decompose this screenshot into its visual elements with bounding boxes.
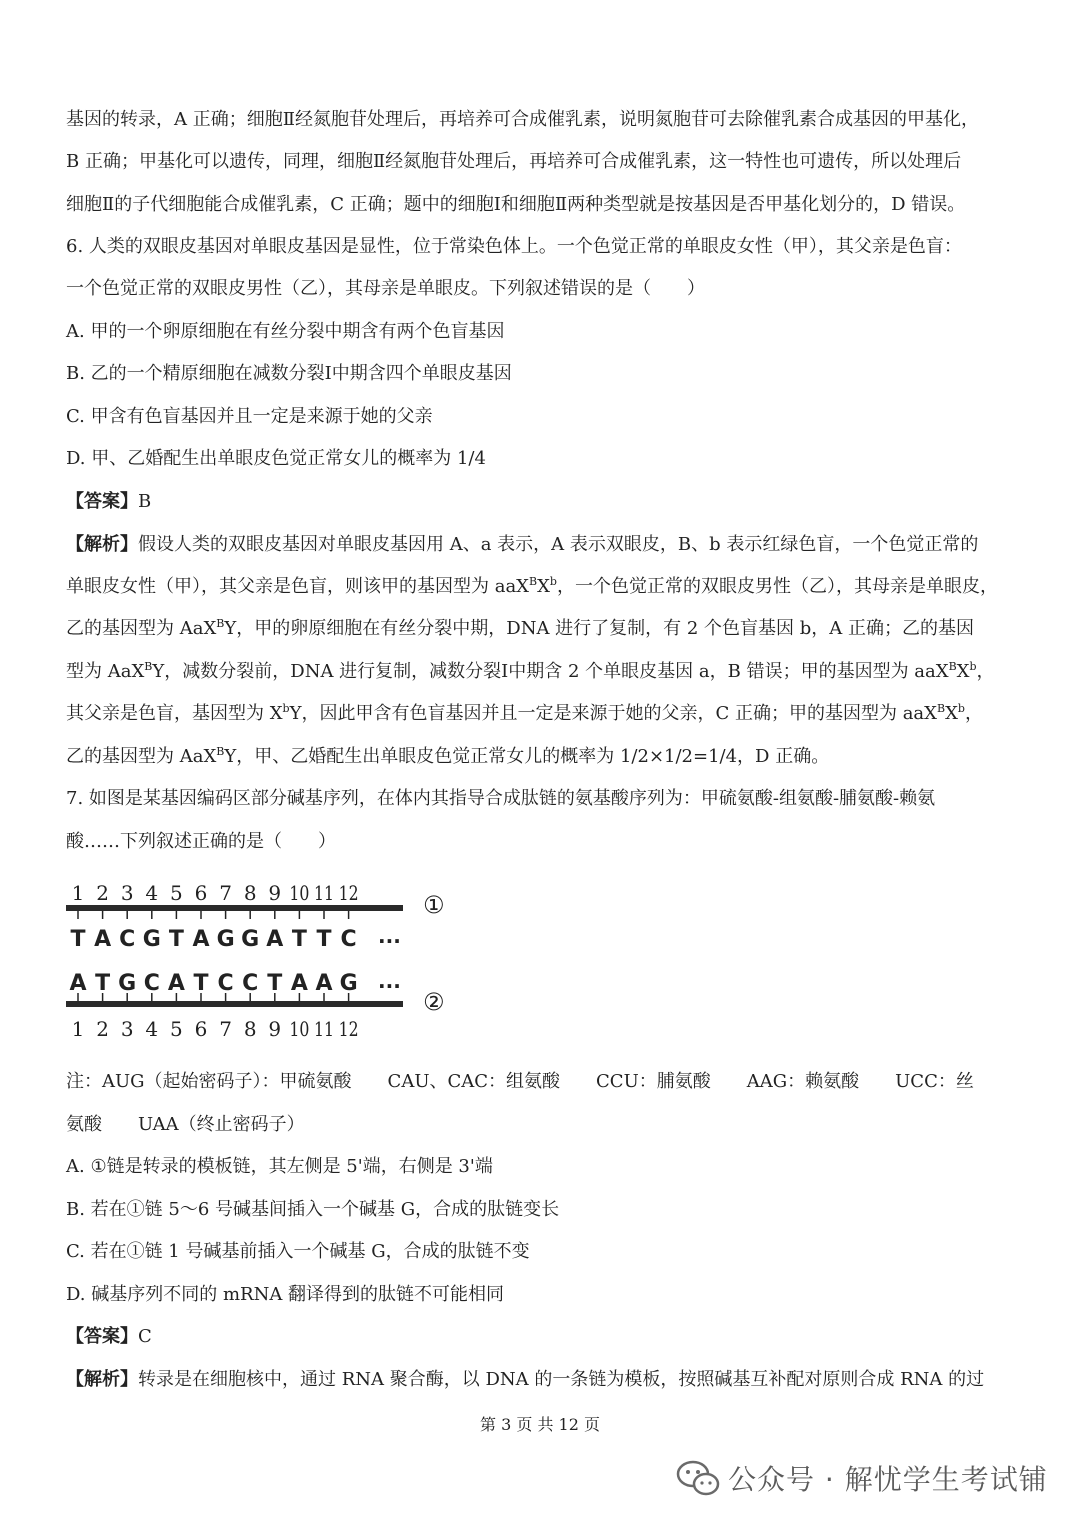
superscript: b xyxy=(282,702,290,715)
strand-1-ellipsis: ··· xyxy=(378,929,401,953)
analysis-text: 转录是在细胞核中，通过 RNA 聚合酶，以 DNA 的一条链为模板，按照碱基互补配对原则合成 RNA 的过 xyxy=(138,1369,985,1390)
q7-option-b: B. 若在①链 5～6 号碱基间插入一个碱基 G，合成的肽链变长 xyxy=(66,1199,560,1220)
analysis-text: Y，减数分裂前，DNA 进行复制，减数分裂Ⅰ中期含 2 个单眼皮基因 a，B 错误；甲的基因型为 aaX xyxy=(152,661,949,682)
q6-analysis-line xyxy=(66,702,983,726)
strand-1-label: ① xyxy=(423,891,445,919)
base-letter: A xyxy=(315,971,333,996)
position-number: 3 xyxy=(120,1017,134,1041)
position-number: 2 xyxy=(96,881,109,905)
superscript: B xyxy=(216,617,225,630)
strand1-bases xyxy=(70,927,356,952)
base-letter: A xyxy=(290,971,308,996)
superscript: B xyxy=(529,575,538,588)
q6-option-d: D. 甲、乙婚配生出单眼皮色觉正常女儿的概率为 1/4 xyxy=(66,448,486,469)
q6-analysis-line xyxy=(66,660,995,684)
position-number: 9 xyxy=(268,1017,282,1041)
base-letter: T xyxy=(316,927,332,952)
analysis-text: ， xyxy=(964,703,983,724)
analysis-label: 【解析】 xyxy=(66,1369,138,1390)
base-letter: C xyxy=(217,971,234,996)
position-number: 8 xyxy=(243,881,257,905)
superscript: B xyxy=(936,702,946,715)
q7-note: 注：AUG（起始密码子）：甲硫氨酸 CAU、CAC：组氨酸 CCU：脯氨酸 AAG：赖氨酸 UCC：丝 xyxy=(66,1071,974,1092)
position-number: 7 xyxy=(219,881,232,905)
analysis-text: Y，甲、乙婚配生出单眼皮色觉正常女儿的概率为 1/2×1/2=1/4，D 正确。 xyxy=(224,746,830,767)
q6-analysis-line xyxy=(66,575,998,599)
strand-2-bar xyxy=(66,1001,403,1007)
analysis-text: 乙的基因型为 AaX xyxy=(66,618,217,639)
base-letter: G xyxy=(216,927,235,952)
base-letter: T xyxy=(95,971,111,996)
analysis-text: ，一个色觉正常的双眼皮男性（乙），其母亲是单眼皮， xyxy=(556,576,998,597)
q6-answer xyxy=(66,490,151,514)
superscript: B xyxy=(216,745,225,758)
superscript: B xyxy=(948,660,957,673)
base-letter: C xyxy=(242,971,259,996)
base-letter: A xyxy=(167,971,185,996)
q7-answer xyxy=(66,1325,152,1349)
dna-sequence-figure xyxy=(60,878,460,1048)
q6-analysis-line xyxy=(66,745,829,769)
q7-analysis-line xyxy=(66,1368,984,1392)
answer-value: C xyxy=(138,1326,152,1347)
base-letter: C xyxy=(143,971,160,996)
analysis-label: 【解析】 xyxy=(66,534,138,555)
answer-value: B xyxy=(138,491,152,512)
analysis-text: Y，甲的卵原细胞在有丝分裂中期，DNA 进行了复制，有 2 个色盲基因 b，A 正确；乙的基因 xyxy=(224,618,975,639)
superscript: b xyxy=(549,575,557,588)
analysis-text: Y，因此甲含有色盲基因并且一定是来源于她的父亲，C 正确；甲的基因型为 aaX xyxy=(289,703,937,724)
question-6-stem: 6. 人类的双眼皮基因对单眼皮基因是显性，位于常染色体上。一个色觉正常的单眼皮女性（甲），其父亲是色盲： xyxy=(66,236,962,257)
base-letter: T xyxy=(291,927,307,952)
base-letter: T xyxy=(267,971,283,996)
q6-analysis-line xyxy=(66,617,974,641)
position-number: 7 xyxy=(219,1017,232,1041)
paragraph-line: 细胞Ⅱ的子代细胞能合成催乳素，C 正确；题中的细胞Ⅰ和细胞Ⅱ两种类型就是按基因是否甲基化划分的，D 错误。 xyxy=(66,194,966,215)
base-letter: G xyxy=(241,927,260,952)
question-7-stem: 7. 如图是某基因编码区部分碱基序列，在体内其指导合成肽链的氨基酸序列为：甲硫氨酸-组氨酸-脯氨酸-赖氨 xyxy=(66,788,936,809)
q7-option-c: C. 若在①链 1 号碱基前插入一个碱基 G，合成的肽链不变 xyxy=(66,1241,530,1262)
analysis-text: X xyxy=(945,703,958,724)
q7-option-a: A. ①链是转录的模板链，其左侧是 5'端，右侧是 3'端 xyxy=(66,1156,493,1177)
position-number: 10 xyxy=(289,881,310,905)
position-number: 12 xyxy=(338,881,359,905)
analysis-text: 乙的基因型为 AaX xyxy=(66,746,217,767)
q6-option-b: B. 乙的一个精原细胞在减数分裂Ⅰ中期含四个单眼皮基因 xyxy=(66,363,512,384)
base-letter: A xyxy=(69,971,87,996)
superscript: B xyxy=(144,660,153,673)
page-footer: 第 3 页 共 12 页 xyxy=(480,1415,600,1434)
position-number: 6 xyxy=(194,1017,208,1041)
superscript: b xyxy=(969,660,977,673)
position-number: 12 xyxy=(338,1017,359,1041)
position-number: 11 xyxy=(314,1017,334,1041)
q6-option-a: A. 甲的一个卵原细胞在有丝分裂中期含有两个色盲基因 xyxy=(66,321,505,342)
position-number: 4 xyxy=(145,1017,159,1041)
position-number: 1 xyxy=(71,1017,85,1041)
strand-1-bar xyxy=(66,905,403,911)
position-number: 11 xyxy=(314,881,334,905)
analysis-text: X xyxy=(956,661,970,682)
analysis-text: 单眼皮女性（甲），其父亲是色盲，则该甲的基因型为 aaX xyxy=(66,576,529,597)
watermark xyxy=(676,1458,1048,1498)
analysis-text: 型为 AaX xyxy=(66,661,145,682)
base-letter: A xyxy=(192,927,210,952)
base-letter: A xyxy=(94,927,112,952)
question-7-stem: 酸……下列叙述正确的是（ ） xyxy=(66,831,336,852)
base-letter: C xyxy=(340,927,357,952)
base-letter: T xyxy=(193,971,209,996)
paragraph-line: 基因的转录，A 正确；细胞Ⅱ经氮胞苷处理后，再培养可合成催乳素，说明氮胞苷可去除催乳素合成基因的甲基化， xyxy=(66,109,979,130)
strand1-ticks xyxy=(78,911,349,919)
base-letter: G xyxy=(142,927,161,952)
strand2-numbers xyxy=(72,1017,359,1041)
position-number: 8 xyxy=(243,1017,257,1041)
analysis-text: X xyxy=(537,576,550,597)
analysis-text: ， xyxy=(976,661,995,682)
strand-2-label: ② xyxy=(423,988,445,1016)
position-number: 6 xyxy=(194,881,208,905)
strand1-numbers xyxy=(72,881,359,905)
base-letter: G xyxy=(339,971,358,996)
position-number: 4 xyxy=(145,881,159,905)
position-number: 2 xyxy=(96,1017,109,1041)
base-letter: T xyxy=(70,927,86,952)
position-number: 5 xyxy=(170,1017,183,1041)
answer-label: 【答案】 xyxy=(66,1326,138,1347)
position-number: 9 xyxy=(268,881,282,905)
answer-label: 【答案】 xyxy=(66,491,138,512)
base-letter: A xyxy=(266,927,284,952)
strand-2-ellipsis: ··· xyxy=(378,974,401,998)
base-letter: C xyxy=(119,927,136,952)
position-number: 3 xyxy=(120,881,134,905)
watermark-text: 公众号 · 解忧学生考试铺 xyxy=(728,1463,1048,1496)
position-number: 10 xyxy=(289,1017,310,1041)
position-number: 1 xyxy=(71,881,85,905)
analysis-text: 其父亲是色盲，基因型为 X xyxy=(66,703,283,724)
base-letter: G xyxy=(118,971,137,996)
q6-analysis-line xyxy=(66,533,978,557)
q7-option-d: D. 碱基序列不同的 mRNA 翻译得到的肽链不可能相同 xyxy=(66,1284,505,1305)
superscript: b xyxy=(957,702,965,715)
position-number: 5 xyxy=(170,881,183,905)
paragraph-line: B 正确；甲基化可以遗传，同理，细胞Ⅱ经氮胞苷处理后，再培养可合成催乳素，这一特性也可遗传，所以处理后 xyxy=(66,151,962,172)
question-6-stem: 一个色觉正常的双眼皮男性（乙），其母亲是单眼皮。下列叙述错误的是（ ） xyxy=(66,278,705,299)
analysis-text: 假设人类的双眼皮基因对单眼皮基因用 A、a 表示，A 表示双眼皮，B、b 表示红绿色盲，一个色觉正常的 xyxy=(138,534,979,555)
q7-note: 氨酸 UAA（终止密码子） xyxy=(66,1114,305,1135)
wechat-icon xyxy=(676,1458,720,1498)
q6-option-c: C. 甲含有色盲基因并且一定是来源于她的父亲 xyxy=(66,406,433,427)
base-letter: T xyxy=(168,927,184,952)
strand2-bases xyxy=(69,971,357,996)
